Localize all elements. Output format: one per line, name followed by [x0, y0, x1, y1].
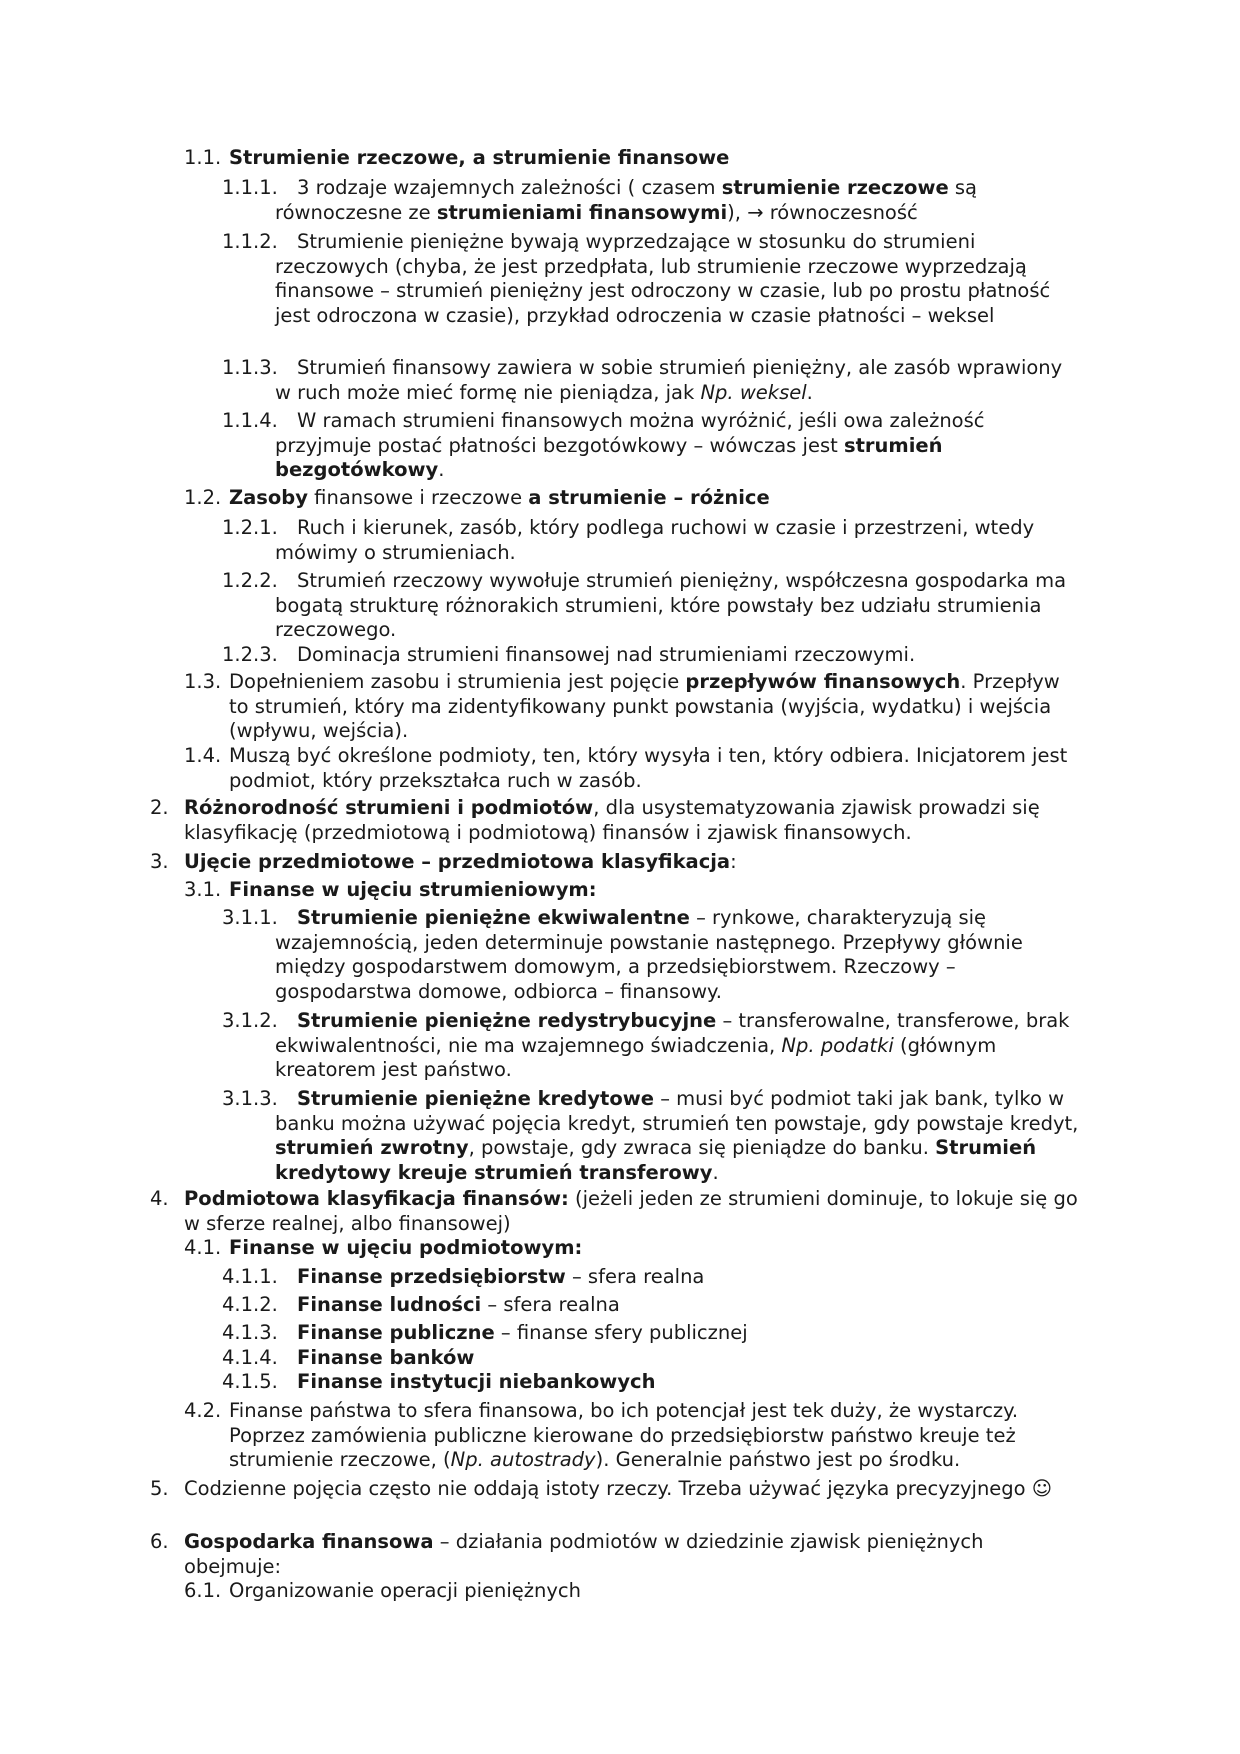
- list-item: [150, 1530, 1080, 1579]
- list-item-number: 1.2.: [184, 486, 222, 509]
- list-item-text: Finanse publiczne – finanse sfery publicznej: [297, 1321, 748, 1344]
- list-item-text: Finanse w ujęciu strumieniowym:: [229, 878, 597, 901]
- list-item-number: 3.1.1.: [222, 906, 278, 929]
- list-item-text: Finanse przedsiębiorstw – sfera realna: [297, 1265, 705, 1288]
- list-item-number: 1.1.3.: [222, 356, 278, 379]
- list-item: [222, 569, 1080, 643]
- list-item: [184, 878, 1080, 903]
- list-item: [222, 356, 1080, 405]
- list-item-text: Strumień rzeczowy wywołuje strumień pieniężny, współczesna gospodarka ma bogatą strukturę różnorakich strumieni, które powstały bez udziału strumienia rzeczowego.: [275, 569, 1067, 641]
- list-item-text: Finanse w ujęciu podmiotowym:: [229, 1236, 583, 1259]
- list-item: [184, 744, 1080, 793]
- list-item-text: Codzienne pojęcia często nie oddają istoty rzeczy. Trzeba używać języka precyzyjnego ☺: [184, 1477, 1053, 1500]
- list-item: [222, 1370, 1080, 1395]
- list-item-text: Finanse ludności – sfera realna: [297, 1293, 620, 1316]
- list-item: [222, 906, 1080, 1004]
- list-item-text: Finanse państwa to sfera finansowa, bo ich potencjał jest tek duży, że wystarczy. Poprzez zamówienia publiczne kierowane do przedsiębiorstw państwo kreuje też strumienie rzeczowe, (Np. autostrady). Generalnie państwo jest po środku.: [229, 1399, 1019, 1471]
- list-item: [184, 1399, 1080, 1473]
- list-item: [222, 1321, 1080, 1346]
- list-item: [222, 1265, 1080, 1290]
- list-item-number: 4.: [150, 1187, 169, 1210]
- list-item: [150, 850, 1080, 875]
- list-item: [150, 796, 1080, 845]
- list-item-number: 2.: [150, 796, 169, 819]
- list-item-text: Finanse banków: [297, 1346, 475, 1369]
- list-item: [222, 409, 1080, 483]
- list-item-text: Strumienie pieniężne kredytowe – musi być podmiot taki jak bank, tylko w banku można używać pojęcia kredyt, strumień ten powstaje, gdy powstaje kredyt, strumień zwrotny, powstaje, gdy zwraca się pieniądze do banku. Strumień kredytowy kreuje strumień transferowy.: [275, 1087, 1079, 1184]
- list-item: [222, 1009, 1080, 1083]
- list-item: [150, 1477, 1080, 1502]
- list-item-number: 1.3.: [184, 670, 222, 693]
- list-item-number: 1.1.1.: [222, 176, 278, 199]
- list-item-number: 1.1.4.: [222, 409, 278, 432]
- list-item-number: 3.1.2.: [222, 1009, 278, 1032]
- list-item-number: 5.: [150, 1477, 169, 1500]
- list-item: [222, 643, 1080, 668]
- list-item: [184, 1236, 1080, 1261]
- list-item-number: 4.1.4.: [222, 1346, 278, 1369]
- list-item-text: Zasoby finansowe i rzeczowe a strumienie – różnice: [229, 486, 770, 509]
- list-item-text: Dopełnieniem zasobu i strumienia jest pojęcie przepływów finansowych. Przepływ to strumień, który ma zidentyfikowany punkt powstania (wyjścia, wydatku) i wejścia (wpływu, wejścia).: [229, 670, 1060, 742]
- list-item-text: Organizowanie operacji pieniężnych: [229, 1579, 581, 1602]
- list-item: [222, 1346, 1080, 1371]
- list-item-text: Strumienie pieniężne redystrybucyjne – transferowalne, transferowe, brak ekwiwalentności, nie ma wzajemnego świadczenia, Np. podatki (głównym kreatorem jest państwo.: [275, 1009, 1070, 1081]
- list-item-number: 1.4.: [184, 744, 222, 767]
- list-item-number: 4.1.2.: [222, 1293, 278, 1316]
- list-item-text: Strumienie pieniężne bywają wyprzedzające w stosunku do strumieni rzeczowych (chyba, że jest przedpłata, lub strumienie rzeczowe wyprzedzają finansowe – strumień pieniężny jest odroczony w czasie, lub po prostu płatność jest odroczona w czasie), przykład odroczenia w czasie płatności – weksel: [275, 230, 1051, 327]
- list-item-text: Ujęcie przedmiotowe – przedmiotowa klasyfikacja:: [184, 850, 737, 873]
- list-item-text: Podmiotowa klasyfikacja finansów: (jeżeli jeden ze strumieni dominuje, to lokuje się go w sferze realnej, albo finansowej): [184, 1187, 1078, 1235]
- list-item: [184, 146, 1080, 171]
- list-item-text: Strumienie rzeczowe, a strumienie finansowe: [229, 146, 730, 169]
- list-item-text: Strumień finansowy zawiera w sobie strumień pieniężny, ale zasób wprawiony w ruch może mieć formę nie pieniądza, jak Np. weksel.: [275, 356, 1063, 404]
- list-item-number: 1.1.2.: [222, 230, 278, 253]
- list-item-number: 4.1.3.: [222, 1321, 278, 1344]
- list-item-text: Ruch i kierunek, zasób, który podlega ruchowi w czasie i przestrzeni, wtedy mówimy o strumieniach.: [275, 516, 1035, 564]
- list-item: [184, 670, 1080, 744]
- list-item-number: 6.1.: [184, 1579, 222, 1602]
- list-item: [184, 1579, 1080, 1604]
- list-item: [222, 176, 1080, 225]
- list-item-number: 6.: [150, 1530, 169, 1553]
- list-item: [150, 1187, 1080, 1236]
- list-item-text: W ramach strumieni finansowych można wyróżnić, jeśli owa zależność przyjmuje postać płatności bezgotówkowy – wówczas jest strumień bezgotówkowy.: [275, 409, 985, 481]
- list-item-number: 1.2.2.: [222, 569, 278, 592]
- list-item-text: 3 rodzaje wzajemnych zależności ( czasem strumienie rzeczowe są równoczesne ze strumieniami finansowymi), → równoczesność: [275, 176, 978, 224]
- list-item-number: 3.1.: [184, 878, 222, 901]
- list-item-text: Dominacja strumieni finansowej nad strumieniami rzeczowymi.: [297, 643, 916, 666]
- list-item: [222, 1087, 1080, 1185]
- list-item-number: 3.: [150, 850, 169, 873]
- list-item-number: 1.2.3.: [222, 643, 278, 666]
- list-item-number: 4.1.: [184, 1236, 222, 1259]
- list-item-number: 4.2.: [184, 1399, 222, 1422]
- list-item-number: 1.2.1.: [222, 516, 278, 539]
- list-item: [222, 516, 1080, 565]
- list-item-text: Różnorodność strumieni i podmiotów, dla usystematyzowania zjawisk prowadzi się klasyfikację (przedmiotową i podmiotową) finansów i zjawisk finansowych.: [184, 796, 1040, 844]
- list-item: [222, 1293, 1080, 1318]
- list-item-number: 4.1.1.: [222, 1265, 278, 1288]
- list-item-text: Strumienie pieniężne ekwiwalentne – rynkowe, charakteryzują się wzajemnością, jeden determinuje powstanie następnego. Przepływy głównie między gospodarstwem domowym, a przedsiębiorstwem. Rzeczowy – gospodarstwa domowe, odbiorca – finansowy.: [275, 906, 1023, 1003]
- list-item-number: 3.1.3.: [222, 1087, 278, 1110]
- list-item-number: 4.1.5.: [222, 1370, 278, 1393]
- list-item-number: 1.1.: [184, 146, 222, 169]
- list-item-text: Gospodarka finansowa – działania podmiotów w dziedzinie zjawisk pieniężnych obejmuje:: [184, 1530, 984, 1578]
- list-item-text: Muszą być określone podmioty, ten, który wysyła i ten, który odbiera. Inicjatorem jest podmiot, który przekształca ruch w zasób.: [229, 744, 1068, 792]
- list-item: [222, 230, 1080, 328]
- list-item: [184, 486, 1080, 511]
- list-item-text: Finanse instytucji niebankowych: [297, 1370, 656, 1393]
